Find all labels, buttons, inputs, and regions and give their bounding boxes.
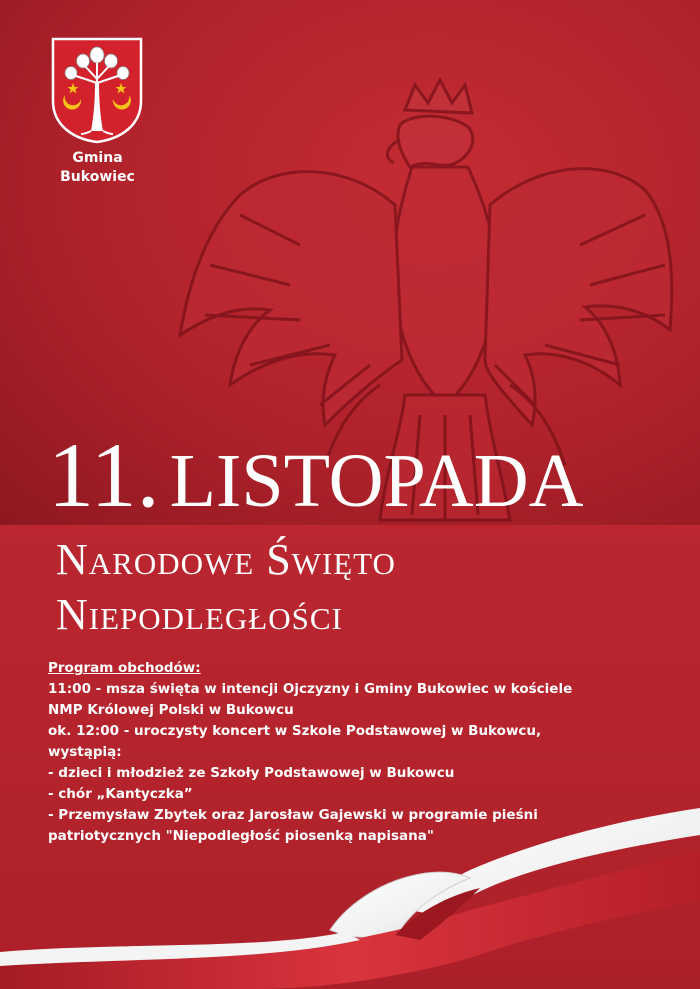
program-line: 11:00 - msza święta w intencji Ojczyzny i Gminy Bukowiec w kościele	[48, 681, 573, 697]
program-line: NMP Królowej Polski w Bukowcu	[48, 702, 294, 718]
municipality-line1: Gmina	[72, 150, 123, 166]
flag-ribbon-icon	[0, 790, 700, 989]
program-line: - dzieci i młodzież ze Szkoły Podstawowej w Bukowcu	[48, 765, 455, 781]
main-title	[48, 425, 583, 535]
title-month: LISTOPADA	[169, 439, 584, 523]
program-heading: Program obchodów:	[48, 660, 201, 676]
program-line: - chór „Kantyczka”	[48, 786, 193, 802]
municipality-name	[40, 149, 155, 187]
program-line: wystąpią:	[48, 744, 122, 760]
program-line: - Przemysław Zbytek oraz Jarosław Gajewski w programie pieśni	[48, 807, 538, 823]
program-line: patriotycznych "Niepodległość piosenką napisana"	[48, 828, 434, 844]
coat-of-arms-icon	[51, 37, 143, 144]
program-line: ok. 12:00 - uroczysty koncert w Szkole Podstawowej w Bukowcu,	[48, 723, 542, 739]
subtitle-line1: Narodowe Święto	[56, 535, 396, 584]
municipality-line2: Bukowiec	[60, 169, 135, 185]
title-date-number: 11.	[48, 424, 160, 526]
subtitle-line2: Niepodległości	[56, 590, 343, 639]
